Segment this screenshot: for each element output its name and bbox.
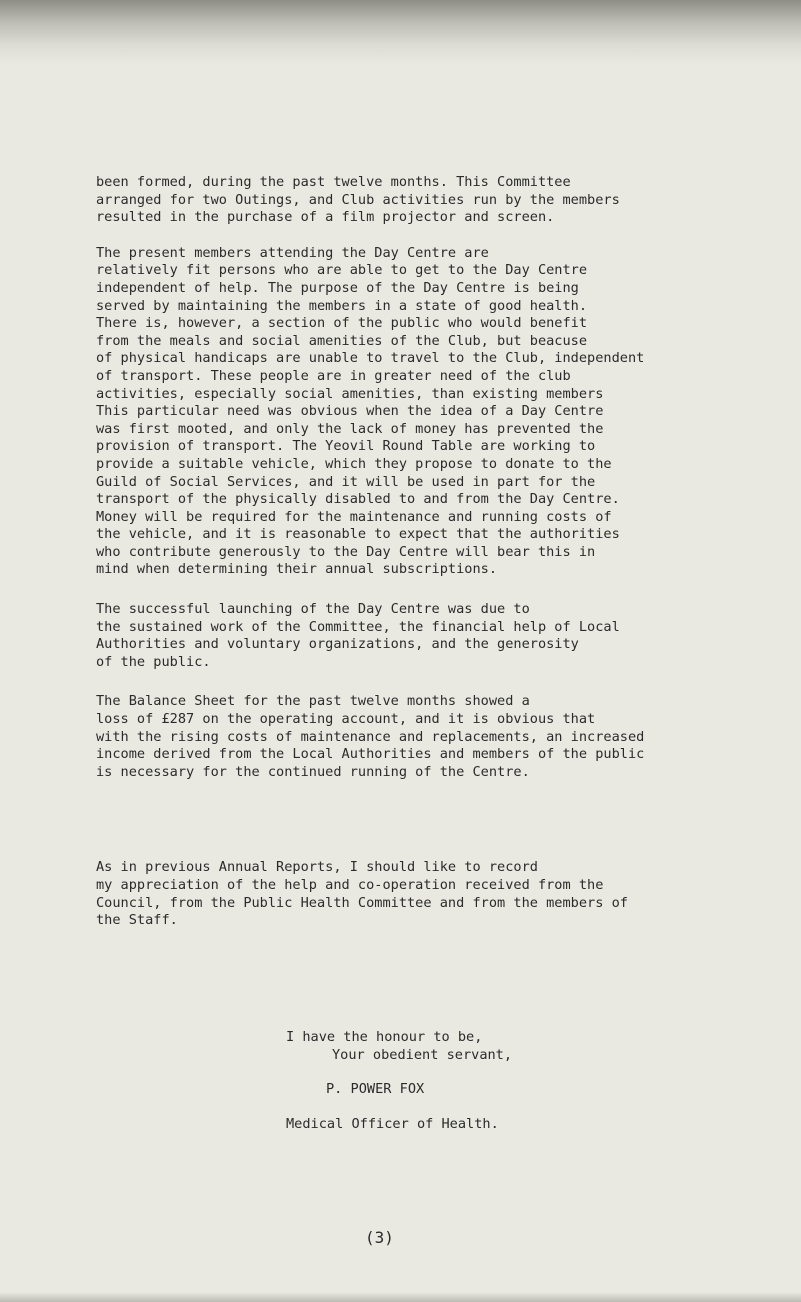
signature-name: P. POWER FOX <box>326 1081 425 1098</box>
signature-title: Medical Officer of Health. <box>286 1115 499 1132</box>
page-top-shadow <box>0 0 801 64</box>
paragraph-appreciation: As in previous Annual Reports, I should like to record my appreciation of the help and co-operation received from the Council, from the Public Health Committee and from the members of the Staff. <box>96 859 628 929</box>
paragraph-launching: The successful launching of the Day Centre was due to the sustained work of the Committee, the financial help of Local Authorities and voluntary organizations, and the generosity of the public. <box>96 601 620 670</box>
page-number: (3) <box>365 1228 394 1247</box>
document-body <box>96 174 796 960</box>
paragraph-committee: been formed, during the past twelve months. This Committee arranged for two Outings, and Club activities run by the members resulted in the purchase of a film projector and screen. <box>96 174 620 226</box>
paragraph-balance-sheet: The Balance Sheet for the past twelve months showed a loss of £287 on the operating account, and it is obvious that with the rising costs of maintenance and replacements, an increased income derived from the Local Authorities and members of the public is necessary for the continued running of the Centre. <box>96 693 645 780</box>
closing-honour: I have the honour to be, <box>286 1029 483 1045</box>
paragraph-members-transport: The present members attending the Day Centre are relatively fit persons who are able to get to the Day Centre independent of help. The purpose of the Day Centre is being served by maintaining the members in a state of good health. There is, however, a section of the public who would benefit from the meals and social amenities of the Club, but beacuse of physical handicaps are unable to travel to the Club, independent of transport. These people are in greater need of the club activities, especially social amenities, than existing members This particular need was obvious when the idea of a Day Centre was first mooted, and only the lack of money has prevented the provision of transport. The Yeovil Round Table are working to provide a suitable vehicle, which they propose to donate to the Guild of Social Services, and it will be used in part for the transport of the physically disabled to and from the Day Centre. Money will be required for the maintenance and running costs of the vehicle, and it is reasonable to expect that the authorities who contribute generously to the Day Centre will bear this in mind when determining their annual subscriptions. <box>96 244 645 578</box>
page-bottom-shadow <box>0 1292 801 1302</box>
closing-block <box>286 1029 512 1133</box>
closing-servant: Your obedient servant, <box>332 1046 513 1063</box>
